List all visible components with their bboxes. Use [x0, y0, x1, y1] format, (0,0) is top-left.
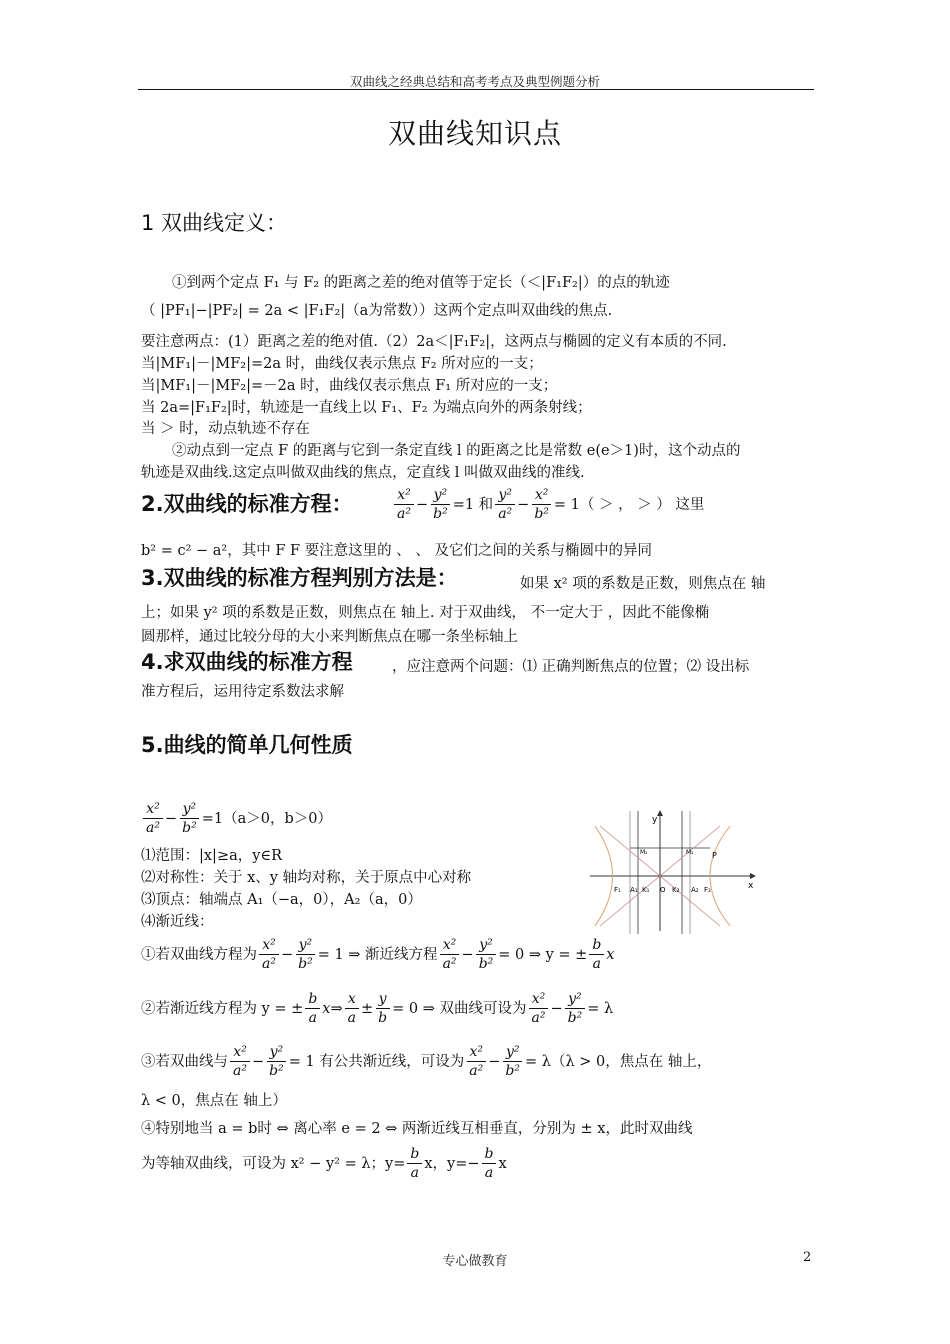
page-number: 2	[803, 1250, 812, 1265]
s3-tail: 如果 x² 项的系数是正数，则焦点在 轴	[520, 576, 766, 592]
f2-label: F₂	[704, 886, 711, 894]
s1-p2: 要注意两点：(1）距离之差的绝对值.（2）2a＜|F₁F₂|，这两点与椭圆的定义有本质的不同.	[141, 334, 727, 350]
k2-label: K₂	[672, 886, 680, 894]
s1-p4: 当|MF₁|－|MF₂|=－2a 时，曲线仅表示焦点 F₁ 所对应的一支；	[141, 378, 558, 394]
asym-rule-4b: 为等轴双曲线，可设为 x² − y² = λ； y= $\frac{b}{a}$ x，y=− $\frac{b}{a}$ x	[141, 1146, 507, 1181]
asym-rule-2: ②若渐近线方程为 y = ± $\frac{b}{a}$ x ⇒ $\frac{x}{a}$ ± $\frac{y}{b}$ = 0 ⇒ 双曲线可设为 $\frac{\text{x²}}{\text{a²}}$ − $\frac{\text{y²}}{\text{b²}}$ = λ	[141, 991, 614, 1026]
a2-label: A₂	[691, 886, 699, 894]
asym-rule-4a: ④特别地当 a = b时 ⇔ 离心率 e = 2 ⇔ 两渐近线互相垂直，分别为 ± x，此时双曲线	[141, 1121, 693, 1137]
s1-p5: 当 2a=|F₁F₂|时，轨迹是一直线上以 F₁、F₂ 为端点向外的两条射线；	[141, 400, 592, 416]
k1-label: K₁	[642, 886, 650, 894]
s5-range: ⑴范围：|x|≥a，y∈R	[141, 848, 283, 864]
p-label: P	[712, 851, 717, 860]
header-rule	[138, 89, 814, 90]
x-label: x	[748, 881, 754, 891]
s4-tail: ，应注意两个问题：⑴ 正确判断焦点的位置；⑵ 设出标	[392, 659, 750, 675]
section-2-heading: 2.双曲线的标准方程：	[141, 492, 353, 516]
hyperbola-figure	[590, 806, 770, 936]
s3-l3: 圆那样，通过比较分母的大小来判断焦点在哪一条坐标轴上	[141, 629, 518, 645]
a1-label: A₁	[630, 886, 638, 894]
s5-symmetry: ⑵对称性：关于 x、y 轴均对称，关于原点中心对称	[141, 870, 472, 886]
s1-p1b: （ |PF₁|−|PF₂| = 2a < |F₁F₂|（a为常数））这两个定点叫双曲线的焦点.	[141, 303, 613, 319]
page-footer: 专心做教育	[442, 1254, 508, 1269]
s5-asymptote: ⑷渐近线：	[141, 914, 214, 930]
asym-rule-3b: λ < 0，焦点在 轴上）	[141, 1093, 287, 1109]
s5-equation: $\frac{\text{x²}}{\text{a²}}$ − $\frac{\text{y²}}{\text{b²}}$ =1（a＞0，b＞0）	[141, 800, 332, 837]
s1-p6: 当 ＞ 时，动点轨迹不存在	[141, 421, 310, 437]
origin-label: O	[660, 886, 666, 894]
m1-label: M₁	[640, 849, 648, 856]
s5-vertex: ⑶顶点：轴端点 A₁（−a，0），A₂（a，0）	[141, 892, 422, 908]
s2-line2: b² = c² − a²，其中 F F 要注意这里的 、 、 及它们之间的关系与椭圆中的异同	[141, 543, 652, 559]
s4-l2: 准方程后，运用待定系数法求解	[141, 684, 344, 700]
x-arrow-icon	[750, 873, 756, 879]
s3-l2: 上；如果 y² 项的系数是正数，则焦点在 轴上. 对于双曲线， 不一定大于 ，因此不能像椭	[141, 605, 710, 621]
s2-equation: $\frac{\text{x²}}{\text{a²}}$ − $\frac{\text{y²}}{\text{b²}}$ =1 和 $\frac{\text{y²}}{\text{a²}}$ − $\frac{\text{x²}}{\text{b²}}$ = 1（ ＞ ， ＞ ） 这里	[392, 486, 704, 523]
asym-rule-3: ③若双曲线与 $\frac{\text{x²}}{\text{a²}}$ − $\frac{\text{y²}}{\text{b²}}$ = 1 有公共渐近线，可设为 $\frac{\text{x²}}{\text{a²}}$ − $\frac{\text{y²}}{\text{b²}}$ = λ（λ > 0，焦点在 轴上，	[141, 1044, 712, 1079]
s1-p1a: ①到两个定点 F₁ 与 F₂ 的距离之差的绝对值等于定长（＜|F₁F₂|）的点的轨迹	[172, 275, 670, 291]
section-4-heading: 4.求双曲线的标准方程	[141, 650, 353, 674]
section-1-heading: 1 双曲线定义：	[141, 211, 288, 235]
page-header: 双曲线之经典总结和高考考点及典型例题分析	[349, 74, 600, 89]
page-title: 双曲线知识点	[387, 117, 562, 150]
f1-label: F₁	[614, 886, 621, 894]
m2-label: M₂	[686, 849, 694, 856]
s1-p8: 轨迹是双曲线.这定点叫做双曲线的焦点，定直线 l 叫做双曲线的准线.	[141, 465, 585, 481]
asym-rule-1: ①若双曲线方程为 $\frac{\text{x²}}{\text{a²}}$ − $\frac{\text{y²}}{\text{b²}}$ = 1 ⇒ 渐近线方程 $\frac{\text{x²}}{\text{a²}}$ − $\frac{\text{y²}}{\text{b²}}$ = 0 ⇒ y = ± $\frac{b}{a}$ x	[141, 937, 615, 972]
y-label: y	[652, 815, 658, 825]
y-arrow-icon	[657, 810, 663, 816]
section-3-heading: 3.双曲线的标准方程判别方法是：	[141, 566, 458, 590]
section-5-heading: 5.曲线的简单几何性质	[141, 733, 353, 757]
s1-p3: 当|MF₁|－|MF₂|=2a 时，曲线仅表示焦点 F₂ 所对应的一支；	[141, 356, 543, 372]
s1-p7: ②动点到一定点 F 的距离与它到一条定直线 l 的距离之比是常数 e(e＞1)时，这个动点的	[172, 443, 741, 459]
